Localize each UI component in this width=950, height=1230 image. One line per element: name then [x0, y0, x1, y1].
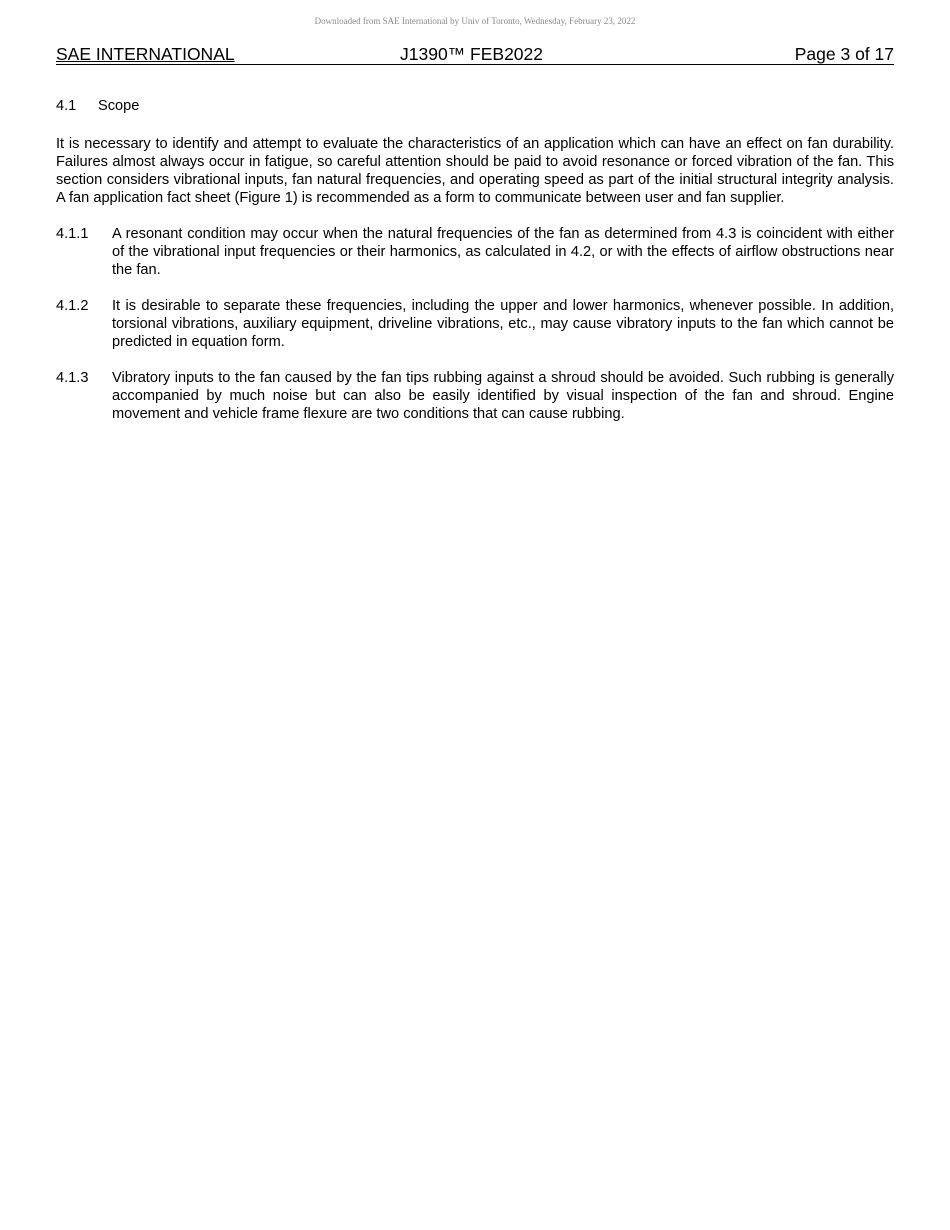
section-intro-paragraph: It is necessary to identify and attempt to evaluate the characteristics of an application which can have an effect on fan durability. Failures almost always occur in fatigue, so careful attention should be paid to avoid resonance or forced vibration of the fan. This section considers vibrational inputs, fan natural frequencies, and operating speed as part of the initial structural integrity analysis. A fan application fact sheet (Figure 1) is recommended as a form to communicate between user and fan supplier.: [56, 136, 894, 206]
subsection-item: [56, 297, 894, 351]
document-body: [56, 97, 894, 441]
header-document-number: J1390™ FEB2022: [400, 44, 544, 64]
page-header: [56, 44, 894, 65]
subsection-text: It is desirable to separate these frequencies, including the upper and lower harmonics, whenever possible. In addition, torsional vibrations, auxiliary equipment, driveline vibrations, etc., may cause vibratory inputs to the fan which cannot be predicted in equation form.: [112, 298, 894, 350]
download-notice: Downloaded from SAE International by Univ of Toronto, Wednesday, February 23, 2022: [314, 16, 636, 26]
subsection-text: A resonant condition may occur when the natural frequencies of the fan as determined from 4.3 is coincident with either of the vibrational input frequencies or their harmonics, as calculated in 4.2, or with the effects of airflow obstructions near the fan.: [112, 226, 894, 278]
subsection-text: Vibratory inputs to the fan caused by the fan tips rubbing against a shroud should be avoided. Such rubbing is generally accompanied by much noise but can also be easily identified by visual inspection of the fan and shroud. Engine movement and vehicle frame flexure are two conditions that can cause rubbing.: [112, 370, 894, 422]
subsection-number: 4.1.1: [56, 226, 89, 242]
subsection-number: 4.1.2: [56, 298, 89, 314]
section-number: 4.1: [56, 98, 77, 114]
section-title: Scope: [98, 98, 140, 114]
subsection-item: [56, 369, 894, 423]
subsection-item: [56, 225, 894, 279]
header-page-number: Page 3 of 17: [794, 44, 894, 64]
header-organization: SAE INTERNATIONAL: [56, 44, 235, 64]
subsection-number: 4.1.3: [56, 370, 89, 386]
section-heading: [56, 97, 894, 115]
